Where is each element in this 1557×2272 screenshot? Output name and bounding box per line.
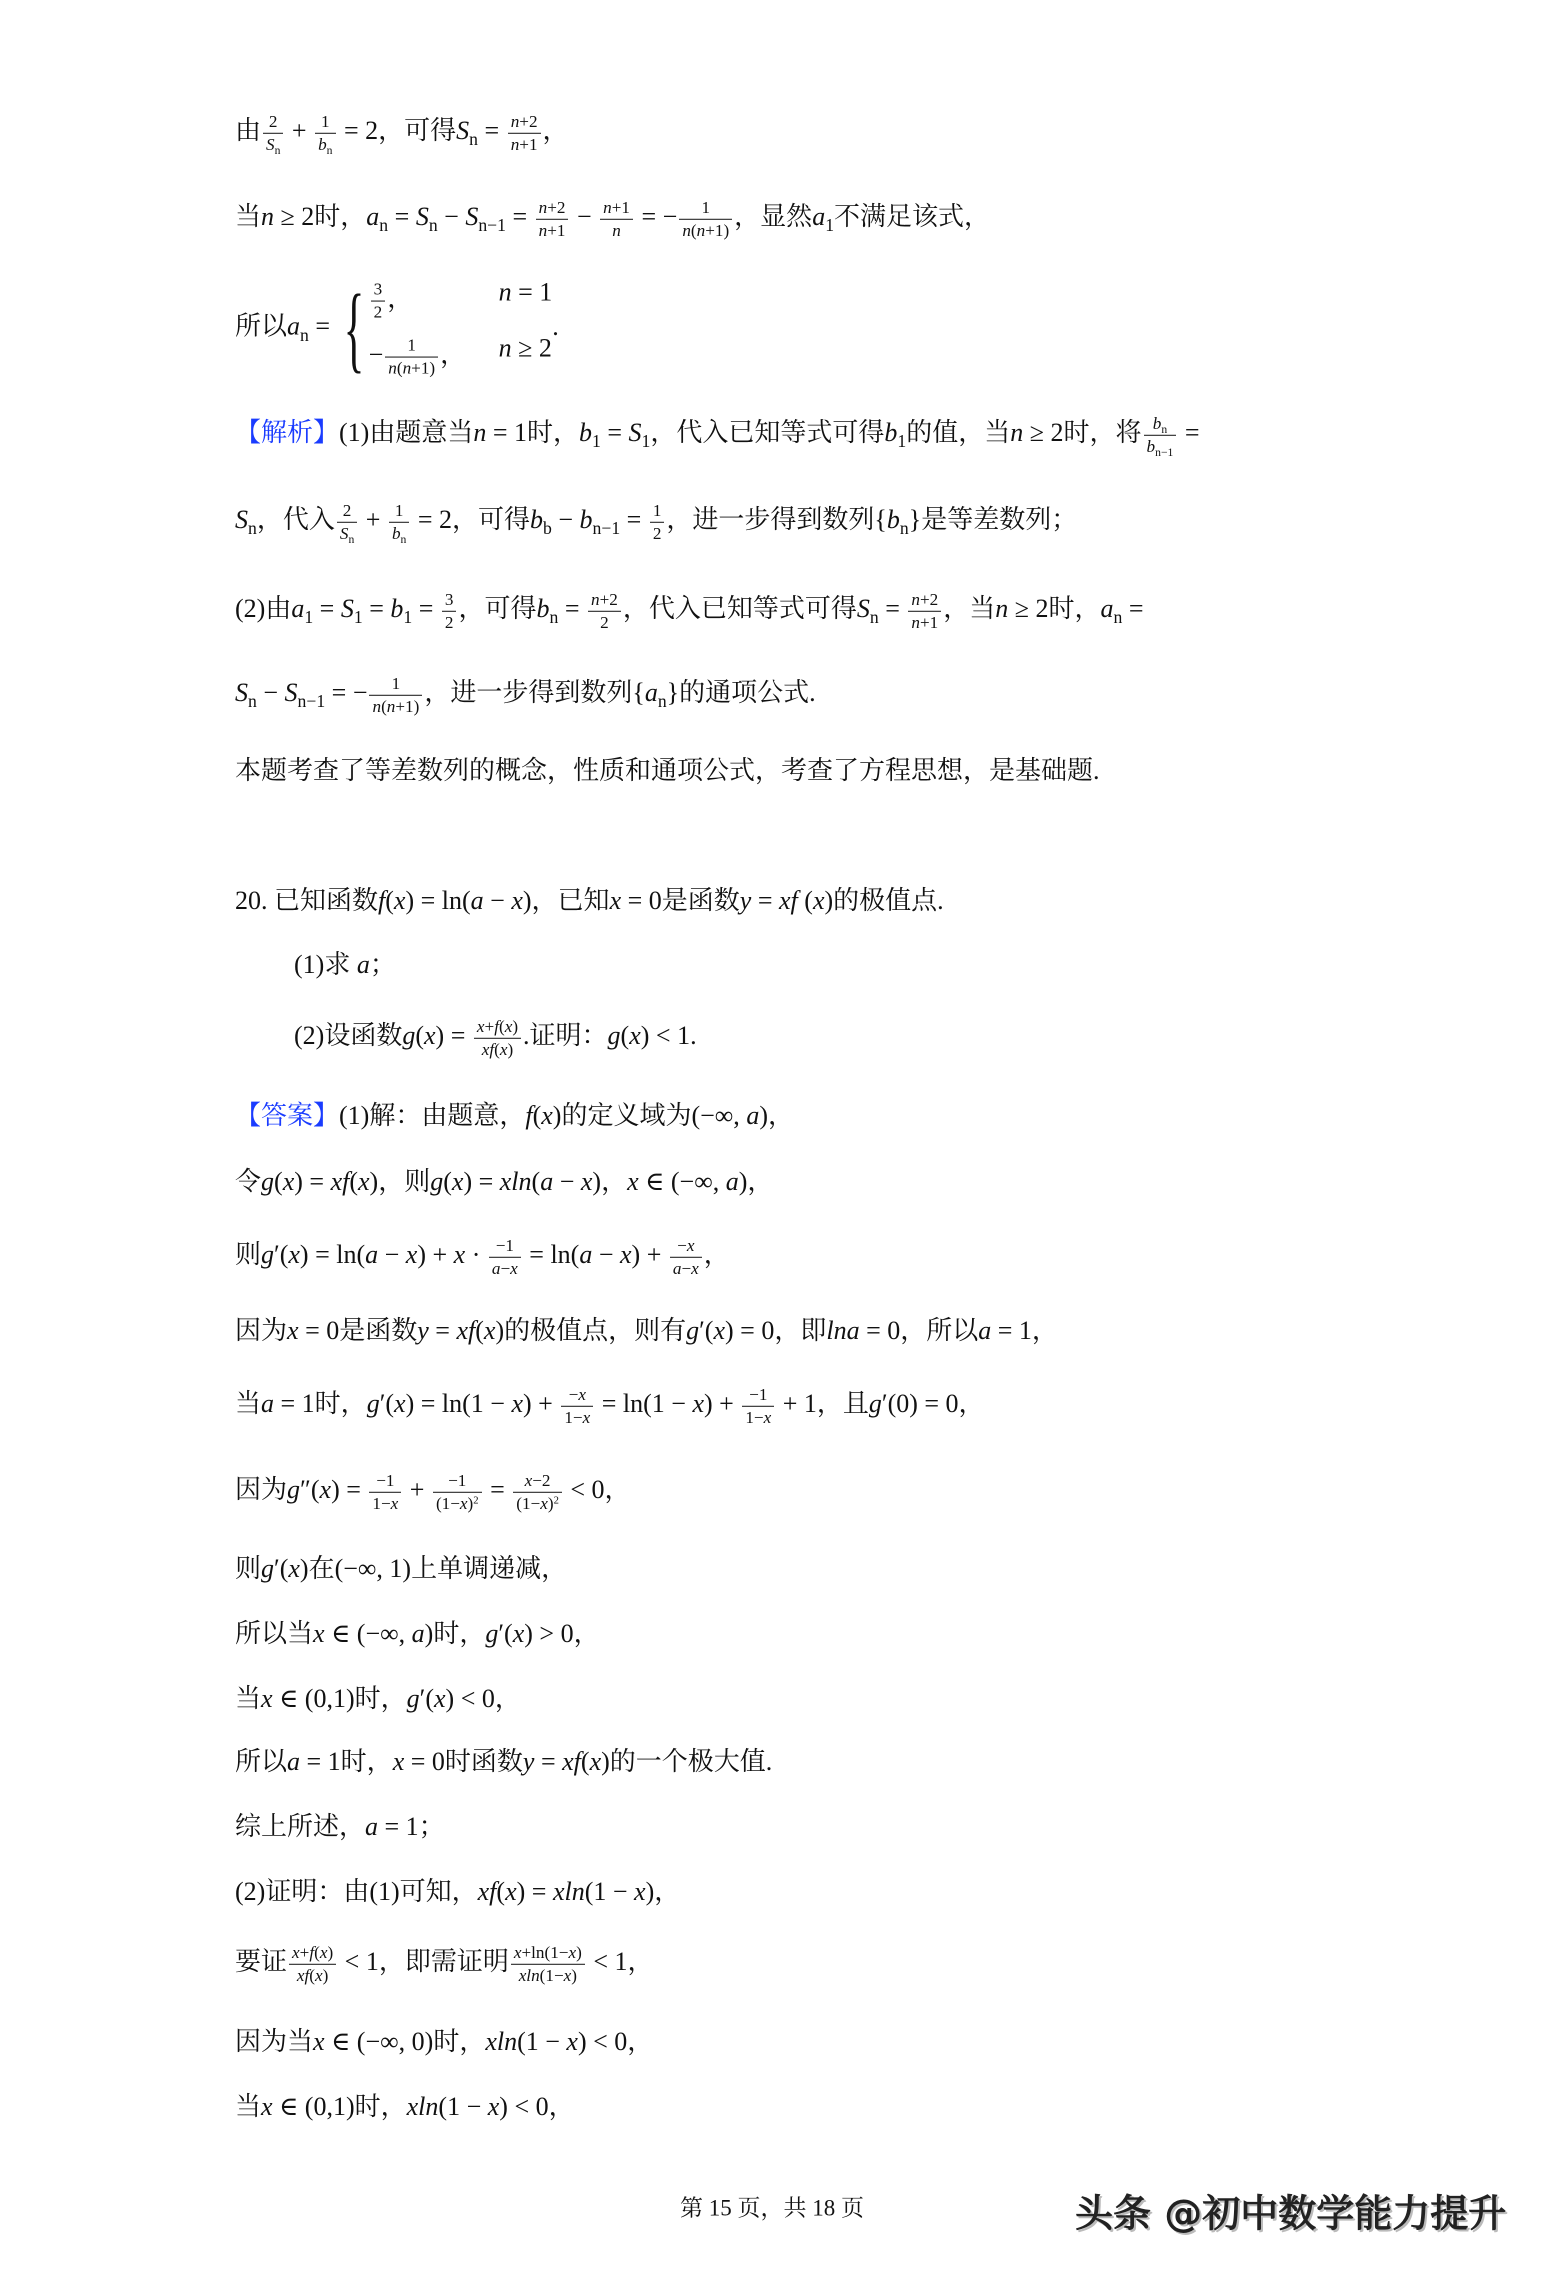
case-condition: n ≥ 2 xyxy=(498,334,552,363)
case-value: $\frac{3}{2}$ ， xyxy=(369,280,499,322)
left-brace-icon: { xyxy=(343,275,364,382)
subscript: n xyxy=(899,518,909,539)
fraction: $\frac{-1}{(1-x)^2}$ xyxy=(433,1471,482,1513)
subscript: 1 xyxy=(592,431,601,452)
subscript: b xyxy=(543,518,552,539)
subscript: n xyxy=(1161,422,1168,436)
subscript: n xyxy=(469,129,479,150)
subscript: 1 xyxy=(825,215,835,236)
answer-line: 则g′(x) = ln(a − x) + x · $\frac{-1}{a-x}$ = ln(a − x) + $\frac{-x}{a-x}$ ， xyxy=(235,1235,730,1278)
subscript: 1 xyxy=(641,431,651,452)
fraction: $\frac{2}{S_n}$ xyxy=(337,501,357,543)
subscript: n xyxy=(248,691,257,712)
fraction: $\frac{-x}{1-x}$ xyxy=(561,1385,593,1427)
subscript: n−1 xyxy=(592,518,621,539)
fraction: $\frac{3}{2}$ xyxy=(371,280,386,322)
cases-block xyxy=(337,275,553,382)
fraction: $\frac{1}{b_n}$ xyxy=(389,501,409,543)
analysis-line: $S_n$，代入 $\frac{2}{S_n}$ + $\frac{1}{b_n}$ = 2，可得$b_b - b_{n-1}$ = $\frac{1}{2}$ ，进一步得到数列$\{b_n\}$是等差数列； xyxy=(235,500,1078,546)
fraction: $\frac{-1}{1-x}$ xyxy=(742,1385,774,1427)
analysis-line: $S_n - S_{n-1}$ = − $\frac{1}{n(n+1)}$ ，进一步得到数列$\{a_n\}$的通项公式. xyxy=(235,673,816,716)
fraction: $\frac{n+2}{2}$ xyxy=(588,590,621,632)
subscript: n−1 xyxy=(478,215,506,236)
subscript: 1 xyxy=(353,607,363,628)
section-label: 【解析】 xyxy=(235,417,340,447)
answer-line: 要证 $\frac{x+f(x)}{xf(x)}$ < 1，即需证明 $\frac{x+\ln(1-x)}{xln(1-x)}$ < 1， xyxy=(235,1942,654,1985)
fraction: $\frac{1}{n(n+1)}$ xyxy=(679,198,732,240)
fraction: $\frac{n+2}{n+1}$ xyxy=(508,112,541,154)
subscript: n xyxy=(657,691,667,712)
piecewise-formula xyxy=(235,275,559,382)
analysis-line: 【解析】(1)由题意当n = 1时，$b_1 = S_1$，代入已知等式可得$b_1$的值，当n ≥ 2时，将 $\frac{b_n}{b_{n-1}}$ = xyxy=(235,413,1200,459)
superscript: 2 xyxy=(553,1495,559,1507)
piecewise-prefix: 所以$a_n$ = xyxy=(235,311,337,346)
answer-line: (2)证明：由(1)可知，xf(x) = xln(1 − x)， xyxy=(235,1877,681,1906)
subscript: n xyxy=(549,607,559,628)
fraction: $\frac{1}{2}$ xyxy=(650,501,665,543)
answer-line: 因为x = 0是函数y = xf(x)的极值点，则有g′(x) = 0，即lna = 0，所以a = 1， xyxy=(235,1316,1058,1345)
case-value: − $\frac{1}{n(n+1)}$ ， xyxy=(368,336,467,378)
answer-line: 综上所述，a = 1； xyxy=(235,1812,445,1841)
answer-line: 因为当x ∈ (−∞, 0)时，xln(1 − x) < 0， xyxy=(235,2027,654,2056)
fraction: $\frac{-x}{a-x}$ xyxy=(670,1236,702,1278)
subscript: n xyxy=(274,143,281,157)
subscript: n xyxy=(379,215,389,236)
subscript: 1 xyxy=(304,607,314,628)
answer-line: 当x ∈ (0,1)时，xln(1 − x) < 0， xyxy=(235,2092,575,2121)
subscript: 1 xyxy=(897,431,907,452)
answer-line: 令g(x) = xf(x)，则g(x) = xln(a − x)，x ∈ (−∞, a)， xyxy=(235,1167,774,1196)
subscript: 1 xyxy=(403,607,413,628)
case-condition: n = 1 xyxy=(498,277,553,307)
fraction: $\frac{x+f(x)}{xf(x)}$ xyxy=(289,1943,336,1985)
subscript: n xyxy=(869,607,879,628)
fraction: $\frac{x+\ln(1-x)}{xln(1-x)}$ xyxy=(511,1943,585,1985)
problem-part-2: (2)设函数g(x) = $\frac{x+f(x)}{xf(x)}$ .证明：g(x) < 1. xyxy=(294,1016,697,1059)
answer-line: 当a = 1时，g′(x) = ln(1 − x) + $\frac{-x}{1-x}$ = ln(1 − x) + $\frac{-1}{1-x}$ + 1，且g′(0) = 0， xyxy=(235,1384,985,1427)
watermark: 头条 @初中数学能力提升 xyxy=(1075,2191,1507,2236)
fraction: $\frac{-1}{1-x}$ xyxy=(369,1471,401,1513)
fraction: $\frac{-1}{a-x}$ xyxy=(489,1236,521,1278)
superscript: 2 xyxy=(473,1495,479,1507)
answer-line: 【答案】(1)解：由题意，f(x)的定义域为(−∞, a)， xyxy=(235,1101,794,1130)
answer-line: 所以a = 1时，x = 0时函数y = xf(x)的一个极大值. xyxy=(235,1747,773,1776)
fraction: $\frac{x-2}{(1-x)^2}$ xyxy=(513,1471,562,1513)
answer-line: 则g′(x)在(−∞, 1)上单调递减， xyxy=(235,1554,568,1583)
fraction: $\frac{1}{b_n}$ xyxy=(315,112,335,154)
subscript: n xyxy=(248,518,257,539)
subscript: n xyxy=(348,532,355,546)
summary-line: 本题考查了等差数列的概念，性质和通项公式，考查了方程思想，是基础题. xyxy=(235,756,1100,785)
fraction: $\frac{x+f(x)}{xf(x)}$ xyxy=(474,1017,521,1059)
solution-line-an: 当n ≥ 2时，$a_n = S_n - S_{n-1}$ = $\frac{n+2}{n+1}$ − $\frac{n+1}{n}$ = − $\frac{1}{n(n+1)}$ ，显然$a_1$不满足该式， xyxy=(235,197,991,240)
section-label: 【答案】 xyxy=(235,1101,340,1130)
piecewise-suffix: . xyxy=(552,311,559,341)
page-number: 第 15 页，共 18 页 xyxy=(680,2195,864,2221)
answer-line: 因为g″(x) = $\frac{-1}{1-x}$ + $\frac{-1}{(1-x)^2}$ = $\frac{x-2}{(1-x)^2}$ < 0， xyxy=(235,1470,631,1513)
subscript: n xyxy=(428,215,438,236)
answer-line: 所以当x ∈ (−∞, a)时，g′(x) > 0， xyxy=(235,1619,600,1648)
subscript: n xyxy=(300,325,309,346)
subscript: n−1 xyxy=(297,691,326,712)
fraction: $\frac{n+2}{n+1}$ xyxy=(908,590,941,632)
answer-line: 当x ∈ (0,1)时，g′(x) < 0， xyxy=(235,1684,521,1713)
fraction: $\frac{1}{n(n+1)}$ xyxy=(385,336,438,378)
fraction: $\frac{b_n}{b_{n-1}}$ xyxy=(1144,414,1177,456)
fraction: $\frac{n+2}{n+1}$ xyxy=(536,198,569,240)
problem-part-1: (1)求 a； xyxy=(294,950,396,979)
subscript: n xyxy=(400,532,407,546)
analysis-line: (2)由$a_1 = S_1 = b_1$ = $\frac{3}{2}$ ，可得$b_n$ = $\frac{n+2}{2}$ ，代入已知等式可得$S_n$ = $\frac{n+2}{n+1}$ ，当n ≥ 2时，$a_n$ = xyxy=(235,589,1144,632)
subscript: n xyxy=(1113,607,1123,628)
fraction: $\frac{1}{n(n+1)}$ xyxy=(369,674,422,716)
fraction: $\frac{3}{2}$ xyxy=(442,590,457,632)
subscript: n−1 xyxy=(1155,445,1174,459)
subscript: n xyxy=(326,143,333,157)
fraction: $\frac{2}{S_n}$ xyxy=(263,112,283,154)
solution-line-sn: 由 $\frac{2}{S_n}$ + $\frac{1}{b_n}$ = 2，可得$S_n$ = $\frac{n+2}{n+1}$ ， xyxy=(235,111,569,157)
problem-statement: 20. 已知函数f(x) = ln(a − x)，已知x = 0是函数y = xf (x)的极值点. xyxy=(235,886,944,915)
fraction: $\frac{n+1}{n}$ xyxy=(600,198,633,240)
